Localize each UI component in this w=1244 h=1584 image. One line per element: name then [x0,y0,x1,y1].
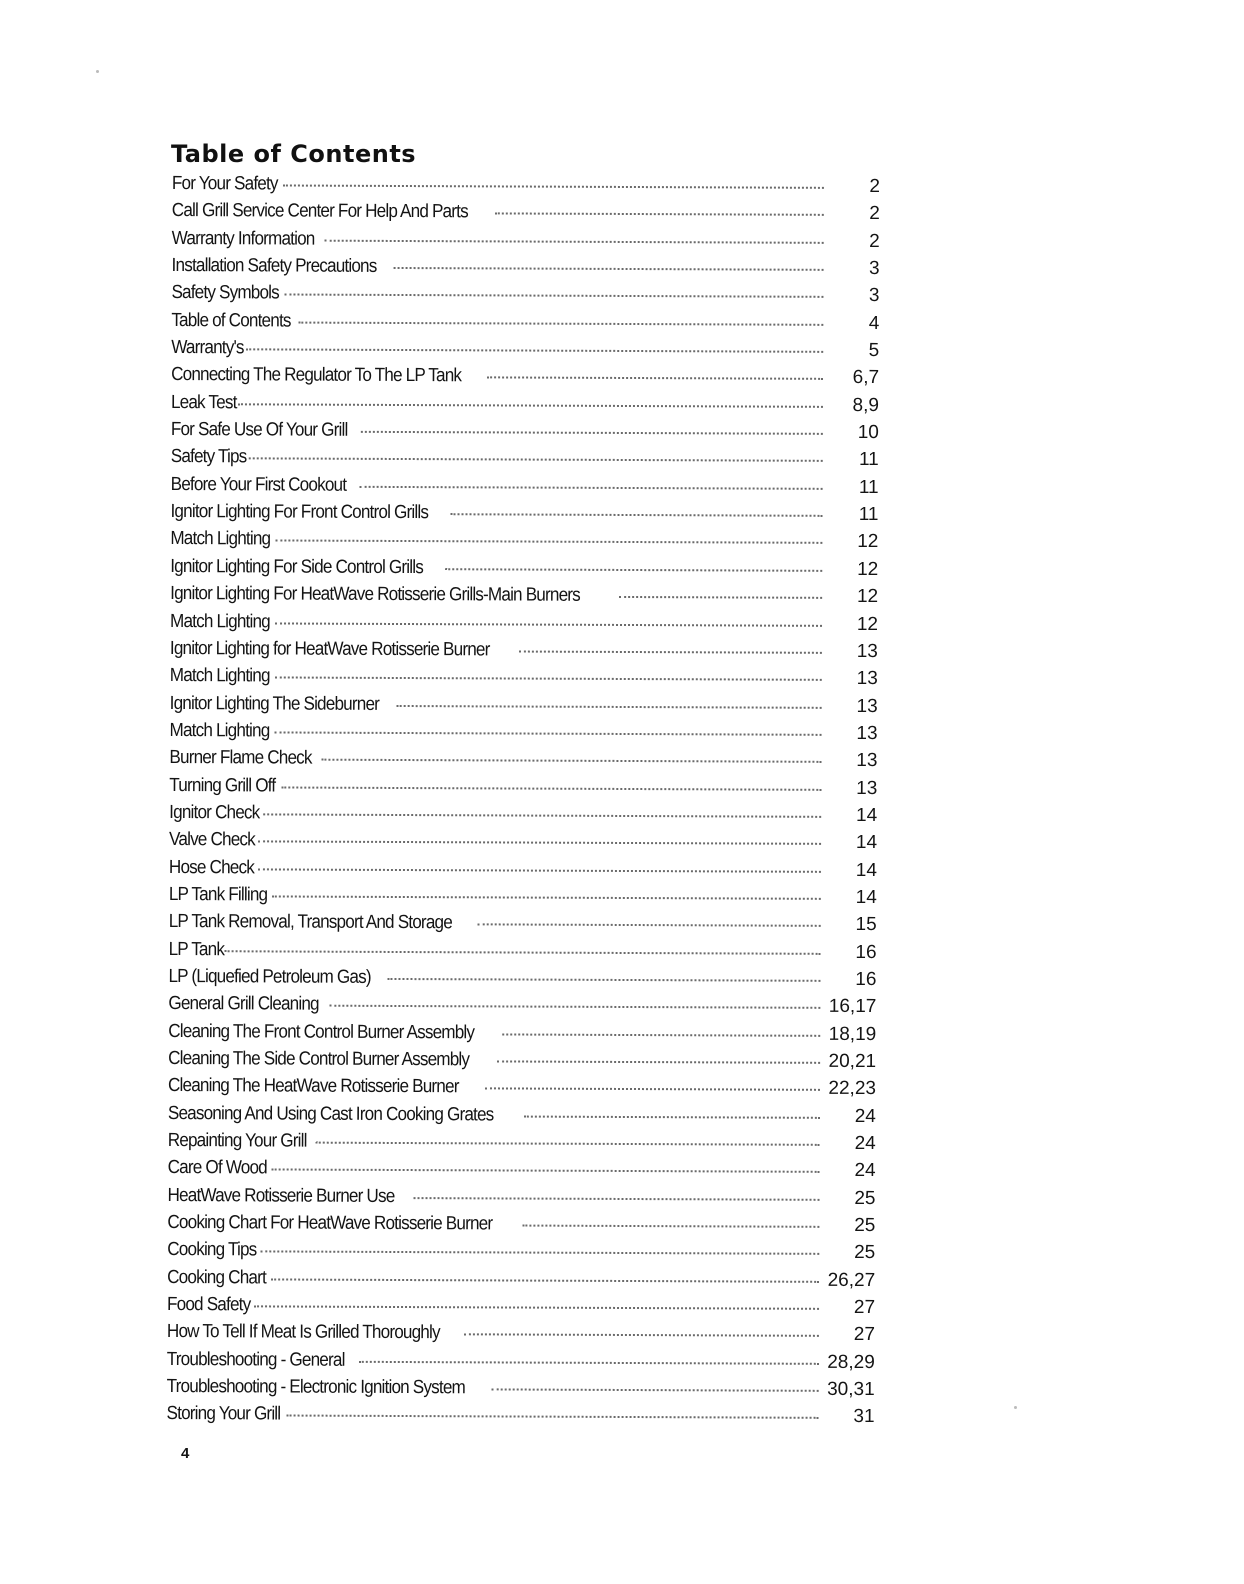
toc-entry-title: Ignitor Lighting For Side Control Grills [170,555,424,578]
toc-entry [169,854,877,884]
toc-entry-title: Storing Your Grill [166,1403,281,1425]
toc-entry-page: 27 [853,1324,875,1346]
toc-entry-page: 3 [868,258,880,280]
toc-entry [171,307,879,337]
toc-entry [171,389,879,419]
toc-entry-title: Hose Check [168,856,255,878]
toc-entry [172,252,880,282]
toc-entry [171,279,879,309]
toc-entry-page: 13 [856,750,878,772]
dot-leader [316,1141,820,1146]
dot-leader [257,867,821,872]
dot-leader [321,758,821,763]
dot-leader [485,1087,820,1091]
dot-leader [271,1277,819,1282]
toc-entry-page: 22,23 [828,1078,877,1100]
toc-entry-title: Match Lighting [169,719,270,742]
dot-leader [275,676,822,681]
toc-entry-title: Connecting The Regulator To The LP Tank [171,364,462,387]
toc-entry-page: 12 [857,531,879,553]
toc-entry-title: LP Tank [168,938,225,960]
dot-leader [464,1333,819,1338]
toc-entry [168,1018,876,1048]
dot-leader [324,238,823,243]
toc-entry-title: General Grill Cleaning [168,993,319,1015]
toc-entry-page: 11 [858,504,879,526]
toc-entry-page: 13 [856,695,878,717]
dot-leader [254,1304,819,1309]
toc-entry-title: Safety Symbols [171,282,279,304]
toc-entry [169,799,877,829]
toc-entry [167,1209,875,1239]
dot-leader [492,1388,819,1392]
toc-entry-page: 16 [855,968,877,991]
toc-entry [169,772,877,802]
toc-entry [169,908,877,938]
toc-entry-page: 14 [856,804,878,826]
dot-leader [495,212,824,216]
dot-leader [451,512,823,517]
toc-entry-title: LP Tank Removal, Transport And Storage [168,911,452,934]
toc-entry [167,1291,875,1321]
dot-leader [524,1114,820,1118]
toc-entry [170,662,878,692]
dot-leader [224,949,820,955]
dot-leader [445,567,822,572]
toc-entry [170,635,878,665]
toc-entry-page: 12 [856,586,879,608]
toc-entry-title: Cooking Chart For HeatWave Rotisserie Burner [167,1212,493,1235]
toc-entry-page: 16,17 [828,996,877,1018]
toc-entry-title: Burner Flame Check [169,747,312,769]
toc-entry-page: 11 [858,449,879,471]
dot-leader [263,812,821,817]
toc-entry [170,525,878,555]
toc-entry [167,1400,875,1430]
toc-entry-page: 30,31 [827,1378,875,1401]
dot-leader [281,785,821,790]
toc-entry [170,607,878,637]
toc-entry-title: For Safe Use Of Your Grill [170,419,348,441]
toc-entry-title: Table of Contents [171,309,291,332]
dot-leader [519,649,822,653]
toc-entry [167,1346,875,1376]
scan-speck [96,70,99,73]
toc-entry [170,498,878,528]
dot-leader [272,894,821,899]
toc-entry-title: Call Grill Service Center For Help And Parts [171,200,468,223]
toc-entry-title: Cleaning The HeatWave Rotisserie Burner [167,1075,459,1098]
dot-leader [258,840,821,845]
toc-entry-title: Match Lighting [169,610,270,632]
toc-entry-title: Repainting Your Grill [167,1130,307,1152]
toc-entry-title: Warranty's [171,337,244,359]
toc-entry-page: 13 [856,668,878,690]
dot-leader [522,1224,819,1228]
toc-entry-title: Ignitor Lighting The Sideburner [169,692,380,715]
toc-entry-title: Seasoning And Using Cast Iron Cooking Grates [167,1102,494,1126]
toc-entry-title: For Your Safety [171,172,278,195]
toc-entry-page: 13 [856,777,878,799]
dot-leader [619,595,822,599]
dot-leader [361,430,823,435]
toc-entry [170,690,878,720]
toc-entry [168,1072,876,1102]
toc-entry-page: 25 [854,1215,876,1237]
dot-leader [298,320,823,325]
toc-entry-title: Troubleshooting - Electronic Ignition System [166,1376,466,1399]
toc-entry [167,1373,875,1403]
toc-entry-title: Warranty Information [171,227,315,250]
toc-entry-page: 24 [854,1133,876,1155]
dot-leader [414,1196,820,1201]
toc-entry [171,334,879,364]
dot-leader [275,730,822,735]
toc-entry-page: 24 [854,1160,876,1182]
dot-leader [260,1250,819,1255]
toc-entry-title: Cleaning The Side Control Burner Assembly [168,1047,470,1071]
toc-entry [171,361,879,391]
dot-leader [393,266,823,271]
toc-entry-page: 2 [869,230,880,252]
toc-entry [168,990,876,1020]
toc-entry-page: 25 [854,1242,876,1264]
dot-leader [502,1032,820,1036]
toc-entry-page: 12 [856,613,879,635]
toc-entry-page: 18,19 [828,1023,877,1045]
toc-entry [170,580,878,610]
toc-entry-page: 20,21 [828,1050,877,1073]
toc-entry-page: 8,9 [852,394,880,416]
toc-entry-page: 2 [869,176,880,198]
toc-entry-title: LP Tank Filling [168,883,268,906]
toc-entry-page: 31 [853,1406,875,1428]
dot-leader [285,293,824,298]
toc-entry-title: Before Your First Cookout [170,473,347,496]
dot-leader [396,704,821,709]
dot-leader [272,1168,820,1173]
toc-entry-page: 3 [868,285,880,307]
toc-entry-title: LP (Liquefied Petroleum Gas) [168,965,371,988]
dot-leader [283,183,824,188]
toc-entry-title: Leak Test [170,391,237,414]
toc-entry-page: 26,27 [827,1269,876,1291]
scan-speck [1014,1406,1017,1409]
toc-entry [170,553,878,583]
toc-entry [171,416,879,446]
table-of-contents-list [167,170,880,1431]
toc-entry-page: 10 [857,422,879,444]
toc-entry-title: How To Tell If Meat Is Grilled Thoroughly [166,1321,440,1344]
toc-entry [167,1236,875,1266]
toc-entry [168,1127,876,1157]
toc-entry [167,1182,875,1212]
dot-leader [275,621,822,626]
toc-entry [167,1318,875,1348]
toc-entry-page: 11 [858,476,879,498]
toc-entry-title: Ignitor Lighting For HeatWave Rotisserie Grills-Main Burners [170,583,580,606]
toc-entry-title: Cooking Tips [167,1239,257,1261]
toc-entry-page: 24 [854,1105,876,1127]
toc-entry [172,170,880,200]
toc-entry [169,881,877,911]
toc-entry-page: 15 [855,914,877,936]
toc-entry-page: 2 [869,203,880,225]
toc-entry-page: 28,29 [827,1351,875,1373]
toc-entry-title: Cleaning The Front Control Burner Assembly [168,1020,475,1043]
toc-entry [169,717,877,747]
toc-entry-page: 13 [856,640,878,662]
toc-entry-page: 4 [868,312,880,334]
toc-entry-page: 14 [855,832,878,854]
toc-entry-page: 12 [857,558,879,580]
toc-entry-title: Ignitor Lighting For Front Control Grills [170,501,429,524]
toc-entry [169,744,877,774]
dot-leader [360,485,823,490]
toc-entry [168,1045,876,1075]
toc-entry-page: 25 [854,1187,876,1209]
toc-entry-page: 14 [855,859,877,881]
toc-entry-title: Ignitor Lighting for HeatWave Rotisserie Burner [169,637,490,661]
toc-entry [168,1154,876,1184]
toc-entry-page: 27 [853,1297,876,1319]
dot-leader [387,977,820,982]
toc-entry-title: HeatWave Rotisserie Burner Use [167,1184,395,1207]
dot-leader [287,1414,819,1419]
toc-entry-page: 13 [856,722,878,744]
toc-entry-title: Cooking Chart [167,1266,266,1289]
dot-leader [275,539,822,544]
toc-entry-title: Valve Check [169,829,255,851]
toc-entry [167,1264,875,1294]
dot-leader [246,347,824,353]
toc-entry-title: Installation Safety Precautions [171,255,377,277]
toc-entry-title: Care Of Wood [167,1157,267,1179]
dot-leader [477,923,820,927]
dot-leader [238,402,823,408]
toc-entry-page: 5 [868,340,880,362]
toc-entry [172,197,880,227]
toc-entry-title: Ignitor Check [169,801,260,824]
toc-entry-page: 16 [855,941,877,963]
toc-entry [172,225,880,255]
page-number: 4 [181,1445,190,1462]
dot-leader [249,457,823,463]
page-title: Table of Contents [171,140,417,168]
toc-entry-title: Turning Grill Off [169,774,276,797]
dot-leader [497,1059,820,1063]
toc-entry [168,1100,876,1130]
toc-entry-title: Troubleshooting - General [166,1348,345,1371]
dot-leader [487,376,823,380]
toc-entry-title: Match Lighting [170,528,271,550]
toc-entry-title: Safety Tips [170,446,247,468]
toc-entry [169,936,877,966]
toc-entry [171,443,879,473]
toc-entry-page: 14 [855,886,877,909]
toc-entry [171,471,879,501]
toc-entry [169,826,877,856]
dot-leader [358,1360,818,1365]
toc-entry [168,963,876,993]
toc-entry-title: Match Lighting [169,665,270,687]
toc-entry-page: 6,7 [852,367,880,389]
toc-entry-title: Food Safety [167,1294,251,1316]
dot-leader [329,1004,820,1009]
